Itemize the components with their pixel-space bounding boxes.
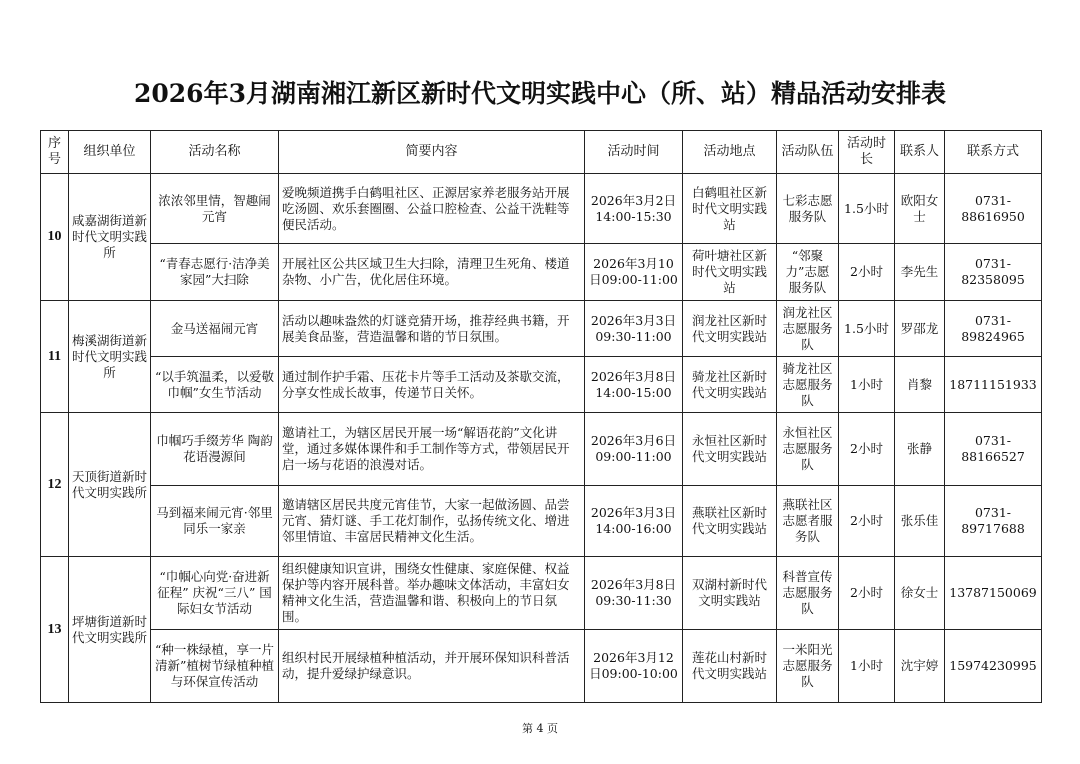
header-time: 活动时间 — [585, 131, 683, 174]
header-name: 活动名称 — [151, 131, 279, 174]
header-duration: 活动时长 — [839, 131, 895, 174]
group-number: 11 — [41, 301, 69, 413]
activity-name: “以手筑温柔，以爱敬巾帼”女生节活动 — [151, 357, 279, 413]
activity-contact: 沈宇婷 — [895, 630, 945, 703]
page-title: 2026年3月湖南湘江新区新时代文明实践中心（所、站）精品活动安排表 — [134, 79, 946, 108]
activity-content: 组织健康知识宣讲，围绕女性健康、家庭保健、权益保护等内容开展科普。举办趣味文体活动，丰富妇女精神文化生活，营造温馨和谐、积极向上的节日氛围。 — [279, 557, 585, 630]
header-no: 序号 — [41, 131, 69, 174]
activity-content: 邀请辖区居民共度元宵佳节，大家一起做汤圆、品尝元宵、猜灯谜、手工花灯制作，弘扬传统文化、增进邻里情谊、丰富居民精神文化生活。 — [279, 486, 585, 557]
activity-phone: 13787150069 — [945, 557, 1042, 630]
activity-team: 七彩志愿服务队 — [777, 174, 839, 244]
activity-place: 白鹤咀社区新时代文明实践站 — [683, 174, 777, 244]
activity-time: 2026年3月8日09:30-11:30 — [585, 557, 683, 630]
activity-name: 马到福来闹元宵·邻里同乐一家亲 — [151, 486, 279, 557]
table-header-row — [41, 131, 1042, 174]
activity-table — [40, 130, 1042, 703]
table-row — [41, 486, 1042, 557]
activity-time: 2026年3月6日09:00-11:00 — [585, 413, 683, 486]
group-number: 10 — [41, 174, 69, 301]
activity-name: 浓浓邻里情，智趣闹元宵 — [151, 174, 279, 244]
activity-place: 骑龙社区新时代文明实践站 — [683, 357, 777, 413]
activity-duration: 1小时 — [839, 630, 895, 703]
activity-phone: 0731-89717688 — [945, 486, 1042, 557]
activity-phone: 0731-88616950 — [945, 174, 1042, 244]
table-row — [41, 357, 1042, 413]
activity-duration: 1小时 — [839, 357, 895, 413]
activity-place: 双湖村新时代文明实践站 — [683, 557, 777, 630]
activity-name: 金马送福闹元宵 — [151, 301, 279, 357]
activity-place: 永恒社区新时代文明实践站 — [683, 413, 777, 486]
activity-content: 开展社区公共区域卫生大扫除，清理卫生死角、楼道杂物、小广告，优化居住环境。 — [279, 244, 585, 301]
activity-time: 2026年3月12日09:00-10:00 — [585, 630, 683, 703]
activity-name: 巾帼巧手缀芳华 陶韵花语漫源间 — [151, 413, 279, 486]
activity-contact: 张静 — [895, 413, 945, 486]
activity-time: 2026年3月2日14:00-15:30 — [585, 174, 683, 244]
activity-name: “巾帼心向党·奋进新征程” 庆祝“三八” 国际妇女节活动 — [151, 557, 279, 630]
header-place: 活动地点 — [683, 131, 777, 174]
activity-contact: 张乐佳 — [895, 486, 945, 557]
activity-team: 科普宣传志愿服务队 — [777, 557, 839, 630]
activity-content: 通过制作护手霜、压花卡片等手工活动及茶歇交流，分享女性成长故事，传递节日关怀。 — [279, 357, 585, 413]
activity-content: 邀请社工，为辖区居民开展一场“解语花韵”文化讲堂，通过多媒体课件和手工制作等方式，带领居民开启一场与花语的浪漫对话。 — [279, 413, 585, 486]
activity-content: 组织村民开展绿植种植活动，并开展环保知识科普活动，提升爱绿护绿意识。 — [279, 630, 585, 703]
activity-contact: 欧阳女士 — [895, 174, 945, 244]
org-unit: 梅溪湖街道新时代文明实践所 — [69, 301, 151, 413]
org-unit: 坪塘街道新时代文明实践所 — [69, 557, 151, 703]
activity-duration: 2小时 — [839, 244, 895, 301]
activity-time: 2026年3月3日14:00-16:00 — [585, 486, 683, 557]
activity-phone: 15974230995 — [945, 630, 1042, 703]
activity-team: 一米阳光志愿服务队 — [777, 630, 839, 703]
page-number: 第 4 页 — [522, 722, 558, 735]
activity-team: 润龙社区志愿服务队 — [777, 301, 839, 357]
table-row — [41, 301, 1042, 357]
activity-duration: 2小时 — [839, 486, 895, 557]
activity-content: 活动以趣味盎然的灯谜竞猜开场，推荐经典书籍，开展美食品鉴，营造温馨和谐的节日氛围。 — [279, 301, 585, 357]
activity-contact: 罗邵龙 — [895, 301, 945, 357]
activity-place: 荷叶塘社区新时代文明实践站 — [683, 244, 777, 301]
header-contact: 联系人 — [895, 131, 945, 174]
header-phone: 联系方式 — [945, 131, 1042, 174]
activity-name: “种一株绿植，享一片清新”植树节绿植种植与环保宣传活动 — [151, 630, 279, 703]
activity-phone: 18711151933 — [945, 357, 1042, 413]
activity-phone: 0731-88166527 — [945, 413, 1042, 486]
activity-contact: 徐女士 — [895, 557, 945, 630]
table-row — [41, 244, 1042, 301]
org-unit: 天顶街道新时代文明实践所 — [69, 413, 151, 557]
activity-place: 燕联社区新时代文明实践站 — [683, 486, 777, 557]
activity-content: 爱晚频道携手白鹤咀社区、正源居家养老服务站开展吃汤圆、欢乐套圈圈、公益口腔检查、公益干洗鞋等便民活动。 — [279, 174, 585, 244]
table-row — [41, 630, 1042, 703]
activity-team: 燕联社区志愿者服务队 — [777, 486, 839, 557]
table-row — [41, 557, 1042, 630]
activity-place: 莲花山村新时代文明实践站 — [683, 630, 777, 703]
activity-place: 润龙社区新时代文明实践站 — [683, 301, 777, 357]
activity-time: 2026年3月10日09:00-11:00 — [585, 244, 683, 301]
activity-team: 永恒社区志愿服务队 — [777, 413, 839, 486]
activity-team: “邻聚力”志愿服务队 — [777, 244, 839, 301]
org-unit: 咸嘉湖街道新时代文明实践所 — [69, 174, 151, 301]
activity-contact: 李先生 — [895, 244, 945, 301]
group-number: 12 — [41, 413, 69, 557]
activity-duration: 2小时 — [839, 557, 895, 630]
activity-name: “青春志愿行·洁净美家园”大扫除 — [151, 244, 279, 301]
group-number: 13 — [41, 557, 69, 703]
header-org: 组织单位 — [69, 131, 151, 174]
activity-phone: 0731-82358095 — [945, 244, 1042, 301]
activity-contact: 肖黎 — [895, 357, 945, 413]
table-row — [41, 174, 1042, 244]
header-content: 简要内容 — [279, 131, 585, 174]
activity-team: 骑龙社区志愿服务队 — [777, 357, 839, 413]
activity-duration: 1.5小时 — [839, 301, 895, 357]
header-team: 活动队伍 — [777, 131, 839, 174]
activity-duration: 2小时 — [839, 413, 895, 486]
activity-time: 2026年3月8日14:00-15:00 — [585, 357, 683, 413]
activity-duration: 1.5小时 — [839, 174, 895, 244]
activity-phone: 0731-89824965 — [945, 301, 1042, 357]
activity-time: 2026年3月3日09:30-11:00 — [585, 301, 683, 357]
table-row — [41, 413, 1042, 486]
